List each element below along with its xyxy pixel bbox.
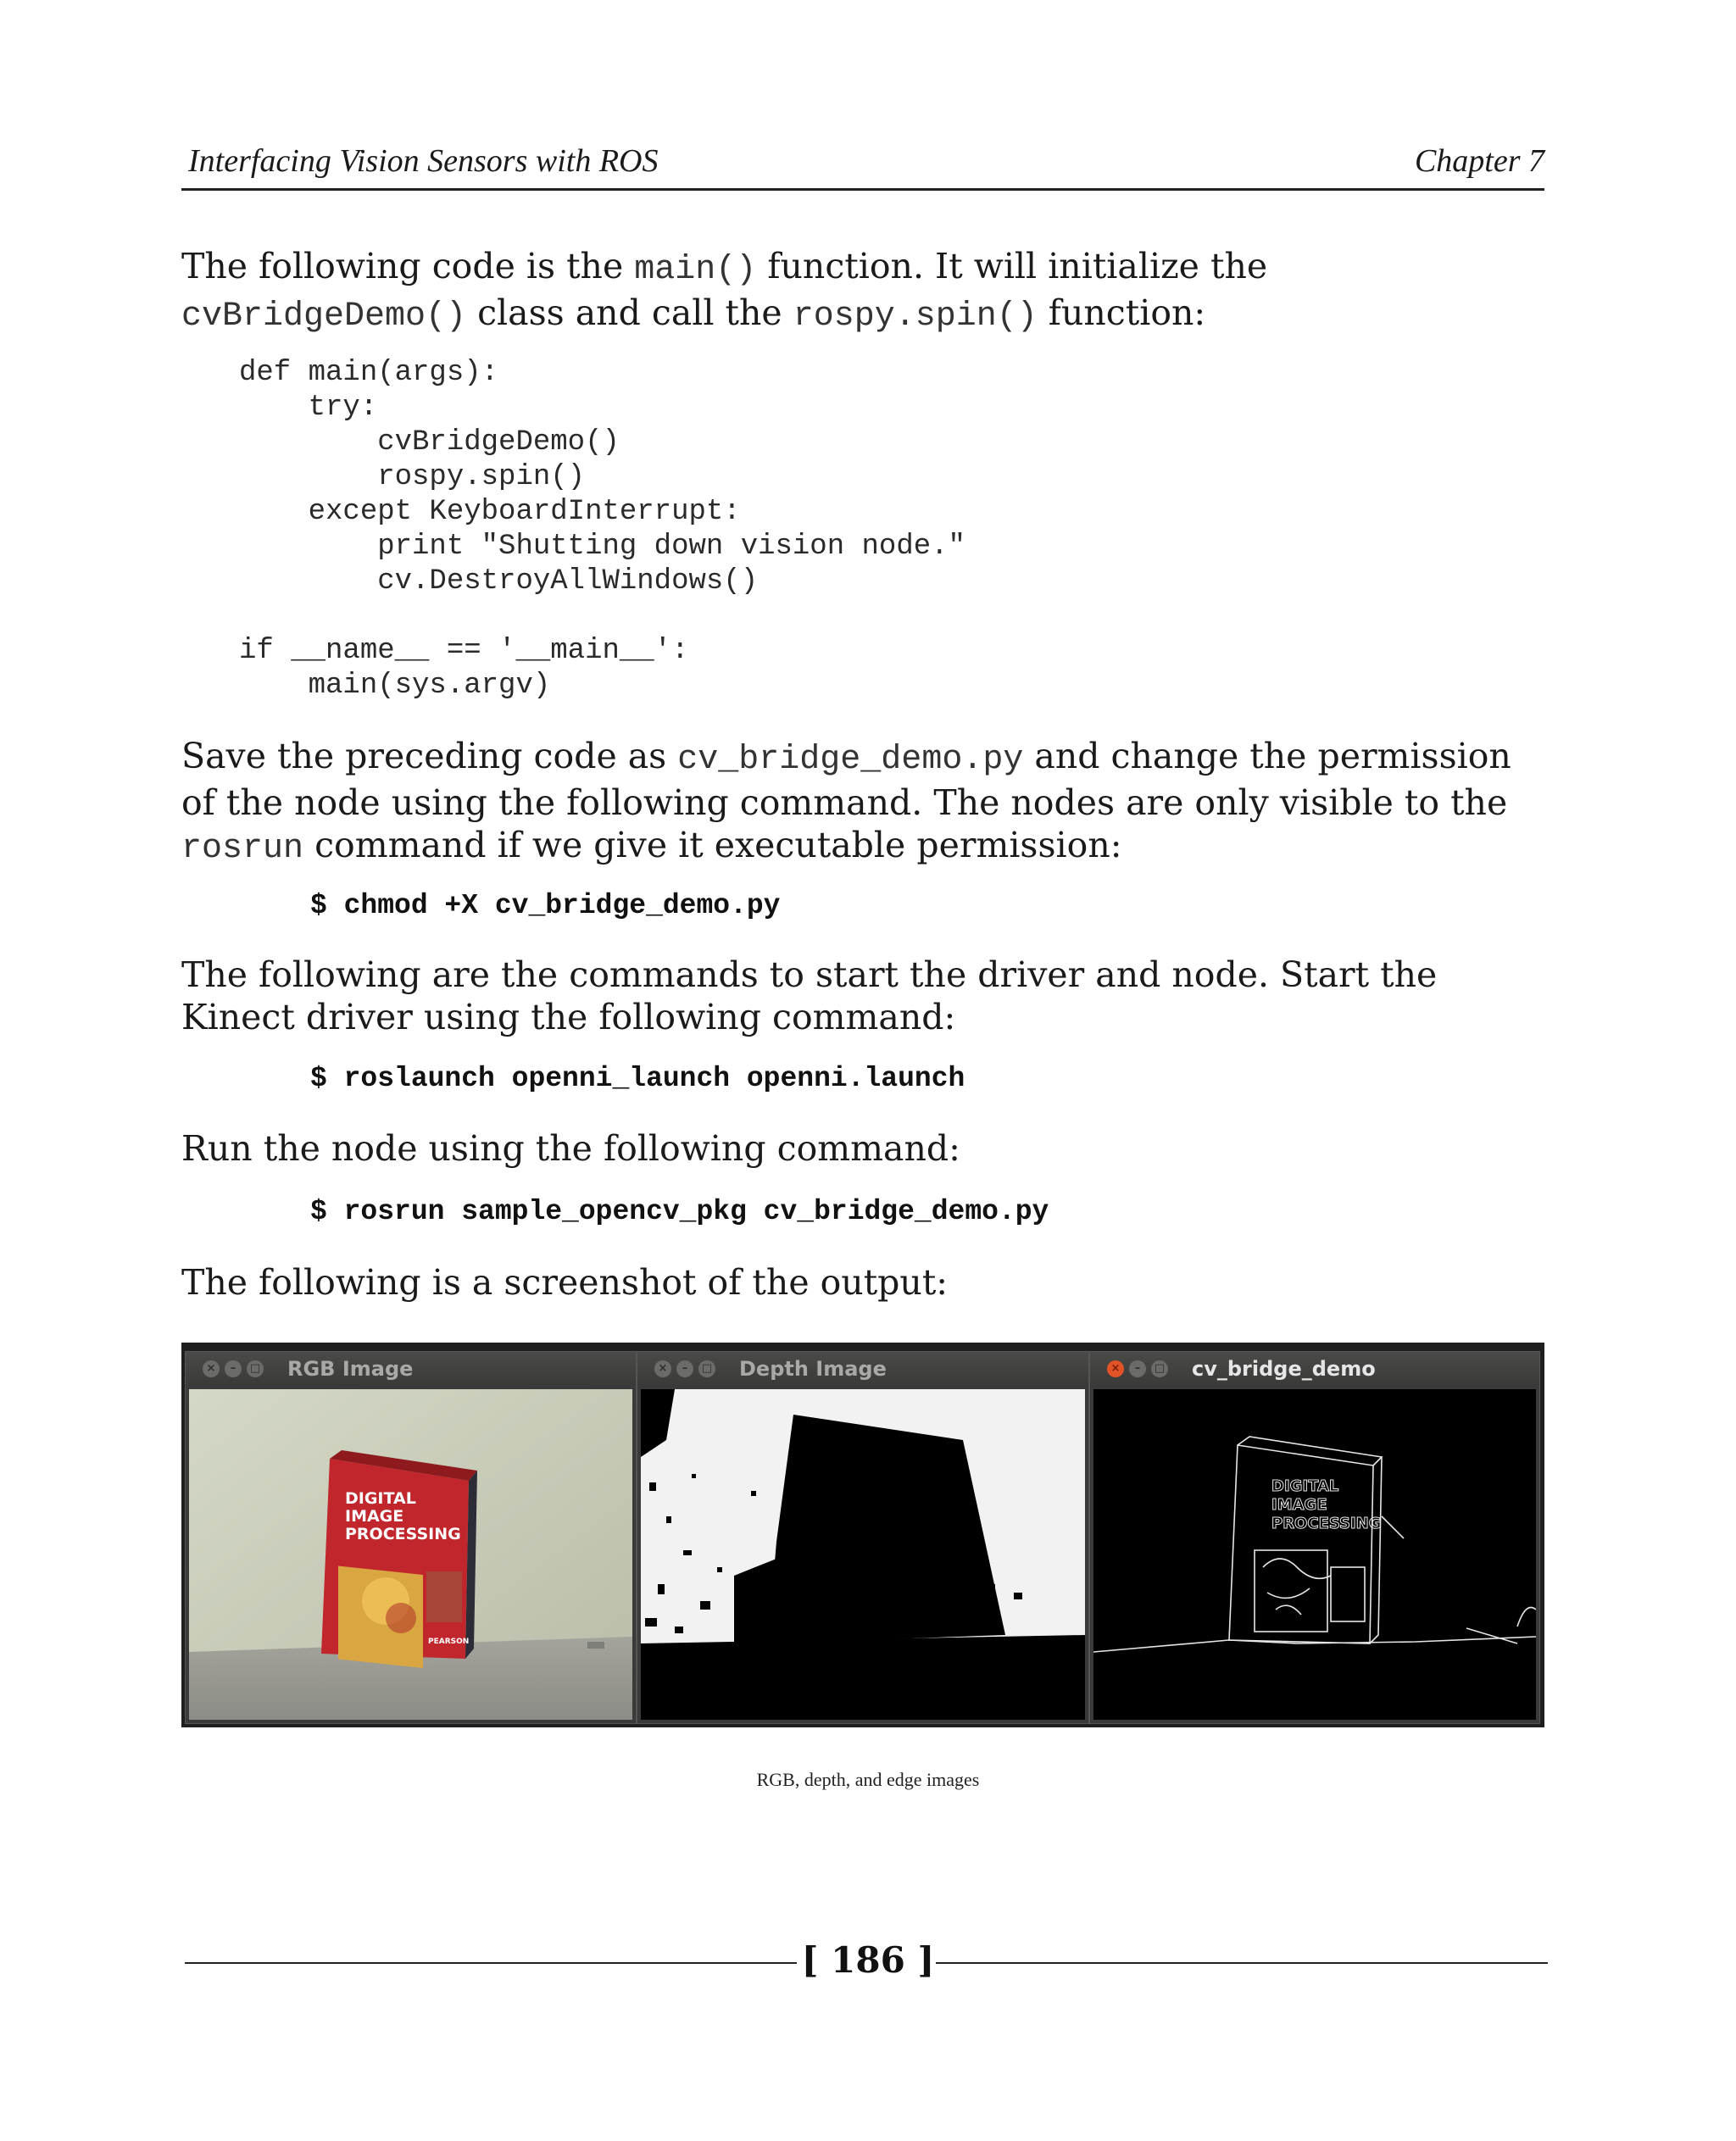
edge-image-window [1089,1351,1540,1724]
command-roslaunch: $ roslaunch openni_launch openni.launch [310,1063,965,1094]
rgb-image-window [185,1351,637,1724]
figure-caption: RGB, depth, and edge images [756,1769,980,1790]
maximize-icon[interactable]: □ [247,1360,264,1377]
inline-code-rospy-spin: rospy.spin() [793,298,1038,336]
paragraph-screenshot-intro: The following is a screenshot of the output: [181,1262,949,1303]
depth-image-window [637,1351,1089,1724]
edge-text-line3: PROCESSING [1271,1515,1382,1532]
rgb-window-titlebar[interactable] [186,1352,636,1386]
close-icon[interactable]: × [1107,1360,1124,1377]
window-title: Depth Image [739,1357,887,1381]
paragraph-start-driver: The following are the commands to start the driver and node. Start the Kinect driver using the following command: [181,954,1438,1037]
book-title-line1: DIGITAL [345,1489,416,1508]
window-title: cv_bridge_demo [1192,1357,1376,1381]
minimize-icon[interactable]: – [225,1360,242,1377]
paragraph-run-node: Run the node using the following command: [181,1128,960,1169]
edge-text-line1: DIGITAL [1271,1477,1339,1495]
running-header-chapter: Chapter 7 [1414,143,1544,179]
output-screenshot [181,1343,1544,1727]
paragraph-main-function: The following code is the main() function. It will initialize the cvBridgeDemo() class and call the rospy.spin() function: [181,246,1268,336]
window-title: RGB Image [287,1357,414,1381]
inline-code-main: main() [634,251,757,289]
book-title-line3: PROCESSING [345,1525,461,1543]
header-rule [181,188,1544,191]
command-chmod: $ chmod +X cv_bridge_demo.py [310,890,781,921]
inline-code-cvbridgedemo: cvBridgeDemo() [181,298,467,336]
code-block-main: def main(args): try: cvBridgeDemo() rospy.spin() except KeyboardInterrupt: print "Shutting down vision node." cv.DestroyAllWindows() if __name__ == '__main__': main(sys.argv) [239,357,965,702]
rgb-image-content [189,1389,632,1720]
paragraph-save-code: Save the preceding code as cv_bridge_demo.py and change the permission of the node using the following command. The nodes are only visible to the rosrun command if we give it executable permission: [181,736,1511,868]
maximize-icon[interactable]: □ [1151,1360,1168,1377]
command-rosrun: $ rosrun sample_opencv_pkg cv_bridge_demo.py [310,1196,1049,1227]
depth-window-titlebar[interactable] [637,1352,1088,1386]
depth-scene [641,1389,1085,1720]
rgb-scene [189,1389,632,1720]
edge-text-line2: IMAGE [1271,1496,1327,1514]
running-header-title: Interfacing Vision Sensors with ROS [188,143,659,179]
close-icon[interactable]: × [654,1360,671,1377]
maximize-icon[interactable]: □ [698,1360,715,1377]
edge-image-content [1093,1389,1536,1720]
page-number: [ 186 ] [801,1939,935,1981]
edge-window-titlebar[interactable] [1090,1352,1539,1386]
book [321,1450,477,1668]
book-title-line2: IMAGE [345,1507,404,1526]
inline-code-filename: cv_bridge_demo.py [677,741,1024,779]
depth-image-content [641,1389,1085,1720]
inline-code-rosrun: rosrun [181,830,304,868]
close-icon[interactable]: × [203,1360,220,1377]
minimize-icon[interactable]: – [1129,1360,1146,1377]
minimize-icon[interactable]: – [676,1360,693,1377]
edge-scene [1093,1389,1536,1720]
book-publisher: PEARSON [428,1638,470,1646]
